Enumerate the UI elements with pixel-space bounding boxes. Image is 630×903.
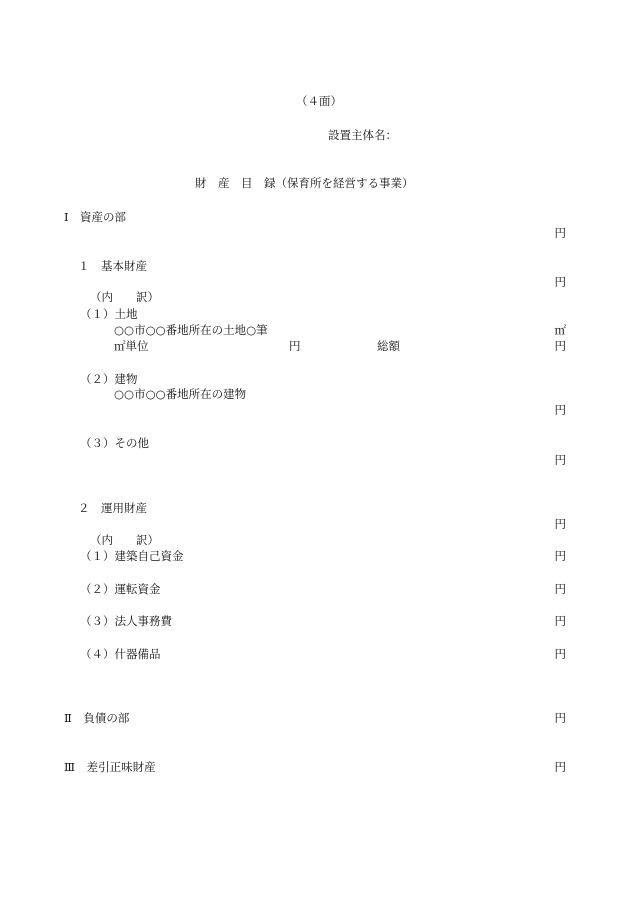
operating-item-yen: 円 <box>554 549 566 563</box>
basic-breakdown-label: （内 訳） <box>90 290 159 304</box>
liabilities-yen: 円 <box>554 711 566 725</box>
land-description: ○○市○○番地所在の土地○筆 <box>114 323 268 337</box>
land-total-yen: 円 <box>554 339 566 353</box>
net-assets-yen: 円 <box>554 760 566 774</box>
land-heading: （１）土地 <box>80 307 138 321</box>
operating-item-yen: 円 <box>554 614 566 628</box>
net-assets-heading: Ⅲ 差引正味財産 <box>64 760 156 774</box>
operating-item-yen: 円 <box>554 582 566 596</box>
basic-property-heading: １ 基本財産 <box>78 259 147 273</box>
other-heading: （３）その他 <box>80 436 149 450</box>
land-unit-label: ㎡単位 <box>114 339 149 353</box>
liabilities-heading: Ⅱ 負債の部 <box>64 711 130 725</box>
other-yen: 円 <box>554 453 566 467</box>
building-yen: 円 <box>554 403 566 417</box>
operating-item-yen: 円 <box>554 647 566 661</box>
assets-heading: Ⅰ 資産の部 <box>64 210 127 224</box>
establisher-label: 設置主体名： <box>328 128 397 142</box>
operating-item: （１）建築自己資金 <box>80 549 184 563</box>
operating-item: （３）法人事務費 <box>80 614 172 628</box>
operating-property-yen: 円 <box>554 517 566 531</box>
operating-item: （４）什器備品 <box>80 647 161 661</box>
assets-yen: 円 <box>554 226 566 240</box>
operating-item: （２）運転資金 <box>80 582 161 596</box>
operating-property-heading: ２ 運用財産 <box>78 501 147 515</box>
land-unit-yen: 円 <box>289 339 301 353</box>
document-title: 財 産 目 録（保育所を経営する事業） <box>195 176 414 190</box>
building-heading: （２）建物 <box>80 372 138 386</box>
land-sqm: ㎡ <box>554 323 566 337</box>
land-total-label: 総額 <box>377 339 400 353</box>
operating-breakdown-label: （内 訳） <box>90 533 159 547</box>
building-description: ○○市○○番地所在の建物 <box>114 387 247 401</box>
basic-property-yen: 円 <box>554 275 566 289</box>
page-label: （４面） <box>296 94 342 108</box>
